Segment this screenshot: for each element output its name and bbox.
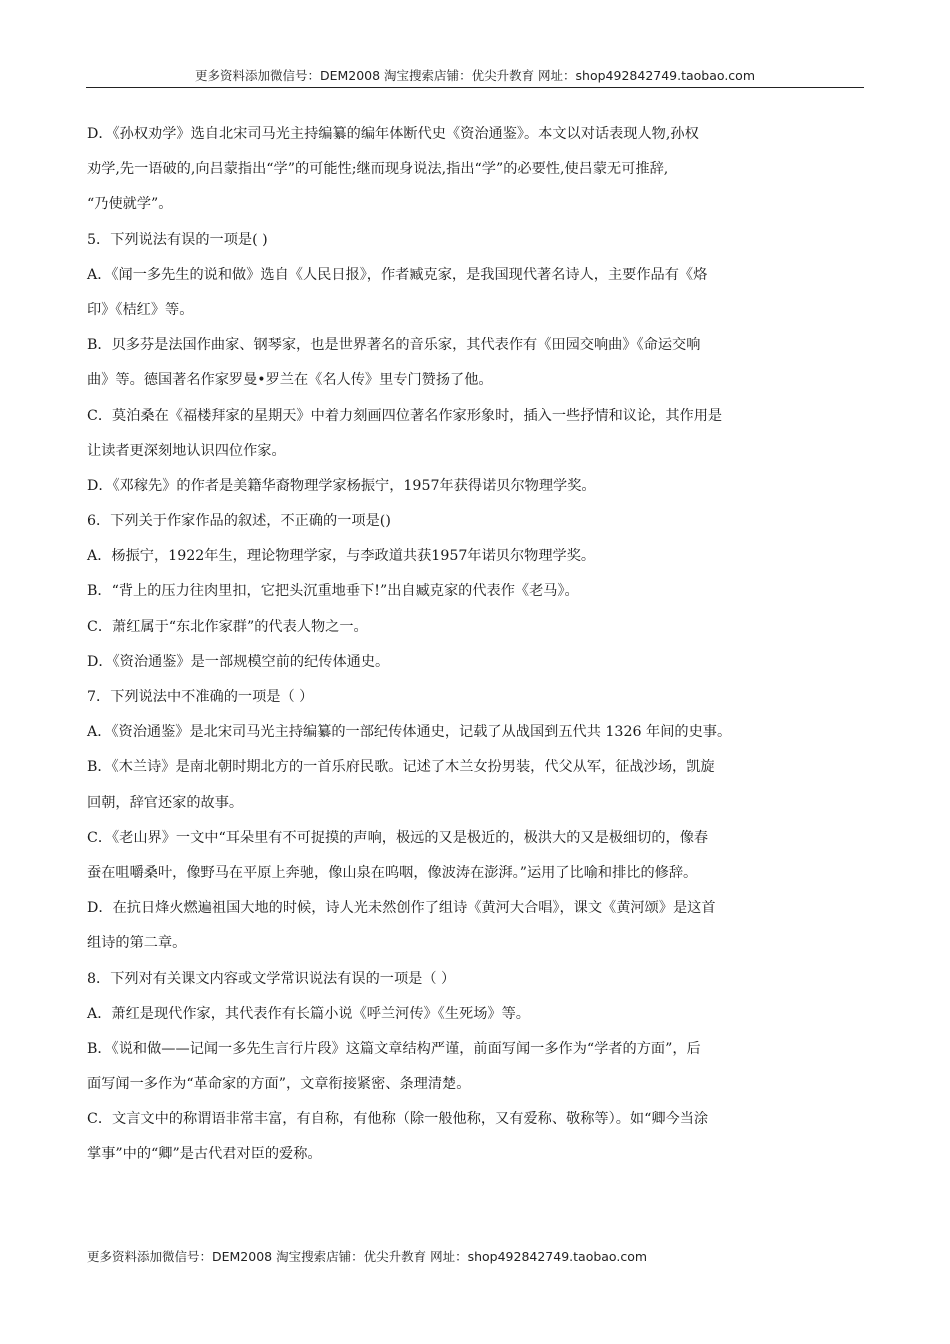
text-line: C．文言文中的称谓语非常丰富，有自称，有他称（除一般他称，又有爱称、敬称等）。如“卿今当涂 bbox=[87, 1111, 709, 1128]
text-line: B．“背上的压力往肉里扣，它把头沉重地垂下!”出自臧克家的代表作《老马》。 bbox=[87, 583, 579, 600]
question-6-stem: 6．下列关于作家作品的叙述，不正确的一项是() bbox=[87, 513, 391, 530]
page-header: 更多资料添加微信号：DEM2008 淘宝搜索店铺：优尖升教育 网址：shop492842749.taobao.com bbox=[194, 68, 756, 83]
text-line: A．萧红是现代作家，其代表作有长篇小说《呼兰河传》《生死场》等。 bbox=[87, 1005, 530, 1022]
text-line: C．《老山界》一文中“耳朵里有不可捉摸的声响，极远的又是极近的，极洪大的又是极细切的，像春 bbox=[87, 829, 709, 846]
text-line: A．《闻一多先生的说和做》选自《人民日报》，作者臧克家，是我国现代著名诗人，主要作品有《烙 bbox=[87, 266, 708, 283]
text-line: “乃使就学”。 bbox=[87, 196, 173, 213]
text-line: 组诗的第二章。 bbox=[87, 935, 187, 952]
question-8-stem: 8．下列对有关课文内容或文学常识说法有误的一项是（ ） bbox=[87, 970, 456, 987]
text-line: 印》《桔红》等。 bbox=[87, 301, 194, 318]
text-line: 曲》等。德国著名作家罗曼•罗兰在《名人传》里专门赞扬了他。 bbox=[87, 372, 493, 389]
text-line: B．《说和做——记闻一多先生言行片段》这篇文章结构严谨，前面写闻一多作为“学者的方面”，后 bbox=[87, 1040, 701, 1057]
question-7-stem: 7．下列说法中不准确的一项是（ ） bbox=[87, 689, 314, 705]
question-5-stem: 5．下列说法有误的一项是( ) bbox=[87, 231, 268, 248]
text-line: D．《邓稼先》的作者是美籍华裔物理学家杨振宁，1957年获得诺贝尔物理学奖。 bbox=[87, 477, 596, 494]
header-divider bbox=[86, 87, 864, 88]
text-line: C．萧红属于“东北作家群”的代表人物之一。 bbox=[87, 618, 368, 635]
text-line: 让读者更深刻地认识四位作家。 bbox=[87, 442, 286, 459]
text-line: A．杨振宁，1922年生，理论物理学家，与李政道共获1957年诺贝尔物理学奖。 bbox=[87, 548, 596, 565]
text-line: B．《木兰诗》是南北朝时期北方的一首乐府民歌。记述了木兰女扮男装，代父从军，征战沙场，凯旋 bbox=[87, 759, 715, 776]
text-line: 蚕在咀嚼桑叶，像野马在平原上奔驰，像山泉在呜咽，像波涛在澎湃。”运用了比喻和排比的修辞。 bbox=[87, 864, 698, 881]
document-body bbox=[87, 117, 877, 1173]
text-line: 面写闻一多作为“革命家的方面”，文章衔接紧密、条理清楚。 bbox=[87, 1076, 471, 1093]
text-line: D．在抗日烽火燃遍祖国大地的时候，诗人光未然创作了组诗《黄河大合唱》，课文《黄河颂》是这首 bbox=[87, 900, 716, 917]
text-line: B．贝多芬是法国作曲家、钢琴家，也是世界著名的音乐家，其代表作有《田园交响曲》《命运交响 bbox=[87, 337, 701, 354]
page-footer: 更多资料添加微信号：DEM2008 淘宝搜索店铺：优尖升教育 网址：shop492842749.taobao.com bbox=[87, 1249, 648, 1264]
text-line: 劝学,先一语破的,向吕蒙指出“学”的可能性;继而现身说法,指出“学”的必要性,使吕蒙无可推辞, bbox=[87, 161, 669, 178]
text-line: D．《孙权劝学》选自北宋司马光主持编纂的编年体断代史《资治通鉴》。本文以对话表现人物,孙权 bbox=[87, 126, 699, 142]
text-line: D．《资治通鉴》是一部规模空前的纪传体通史。 bbox=[87, 653, 390, 670]
text-line: C．莫泊桑在《福楼拜家的星期天》中着力刻画四位著名作家形象时，插入一些抒情和议论，其作用是 bbox=[87, 407, 723, 424]
text-line: 回朝，辞官还家的故事。 bbox=[87, 794, 244, 811]
text-line: 掌事”中的“卿”是古代君对臣的爱称。 bbox=[87, 1146, 322, 1163]
text-line: A．《资治通鉴》是北宋司马光主持编纂的一部纪传体通史，记载了从战国到五代共 1326 年间的史事。 bbox=[87, 724, 732, 741]
